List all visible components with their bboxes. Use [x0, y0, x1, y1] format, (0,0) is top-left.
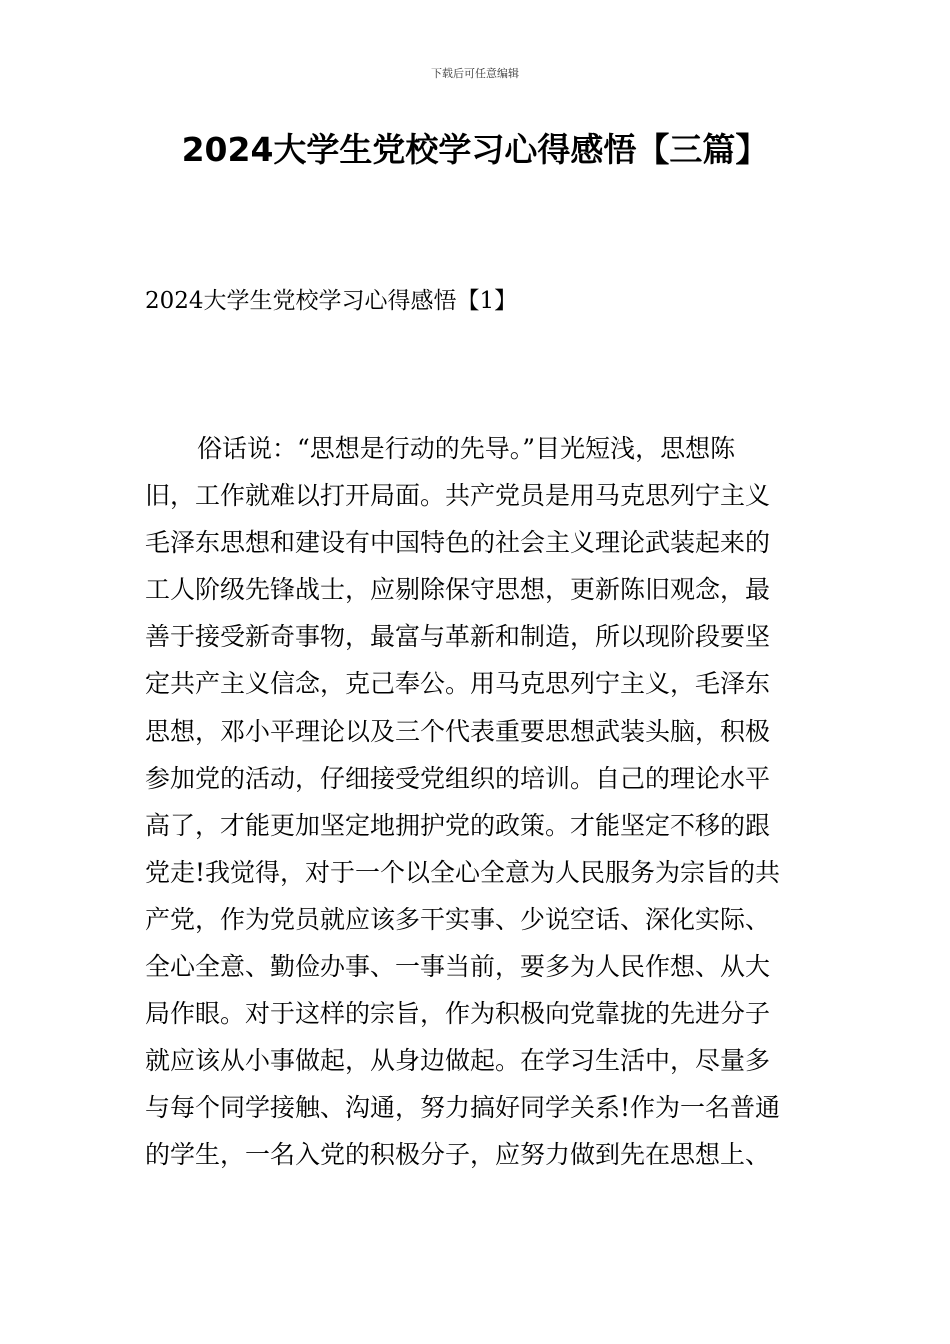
- paragraph-line: 党走!我觉得，对于一个以全心全意为人民服务为宗旨的共: [145, 857, 781, 887]
- paragraph-line: 旧，工作就难以打开局面。共产党员是用马克思列宁主义: [145, 481, 771, 511]
- paragraph-line: 就应该从小事做起，从身边做起。在学习生活中，尽量多: [145, 1046, 771, 1076]
- paragraph-line: 善于接受新奇事物，最富与革新和制造，所以现阶段要坚: [145, 622, 771, 652]
- paragraph-line: 全心全意、勤俭办事、一事当前，要多为人民作想、从大: [145, 952, 771, 982]
- paragraph-line: 毛泽东思想和建设有中国特色的社会主义理论武装起来的: [145, 528, 771, 558]
- paragraph-line: 的学生，一名入党的积极分子，应努力做到先在思想上、: [145, 1140, 771, 1170]
- paragraph-line: 定共产主义信念，克己奉公。用马克思列宁主义，毛泽东: [145, 669, 771, 699]
- section-heading: 2024大学生党校学习心得感悟【1】: [145, 288, 518, 314]
- paragraph-line: 局作眼。对于这样的宗旨，作为积极向党靠拢的先进分子: [145, 999, 771, 1029]
- paragraph-line: 思想，邓小平理论以及三个代表重要思想武装头脑，积极: [145, 716, 771, 746]
- paragraph-line: 工人阶级先锋战士，应剔除保守思想，更新陈旧观念，最: [145, 575, 771, 605]
- paragraph-line: 参加党的活动，仔细接受党组织的培训。自己的理论水平: [145, 763, 771, 793]
- body-paragraph: [145, 425, 807, 1179]
- paragraph-line: 高了，才能更加坚定地拥护党的政策。才能坚定不移的跟: [145, 810, 771, 840]
- paragraph-line: 俗话说：“思想是行动的先导。”目光短浅，思想陈: [197, 434, 736, 463]
- header-note: 下载后可任意编辑: [431, 67, 519, 80]
- document-title: 2024大学生党校学习心得感悟【三篇】: [181, 130, 769, 169]
- paragraph-line: 与每个同学接触、沟通，努力搞好同学关系!作为一名普通: [145, 1093, 781, 1123]
- paragraph-line: 产党，作为党员就应该多干实事、少说空话、深化实际、: [145, 904, 771, 934]
